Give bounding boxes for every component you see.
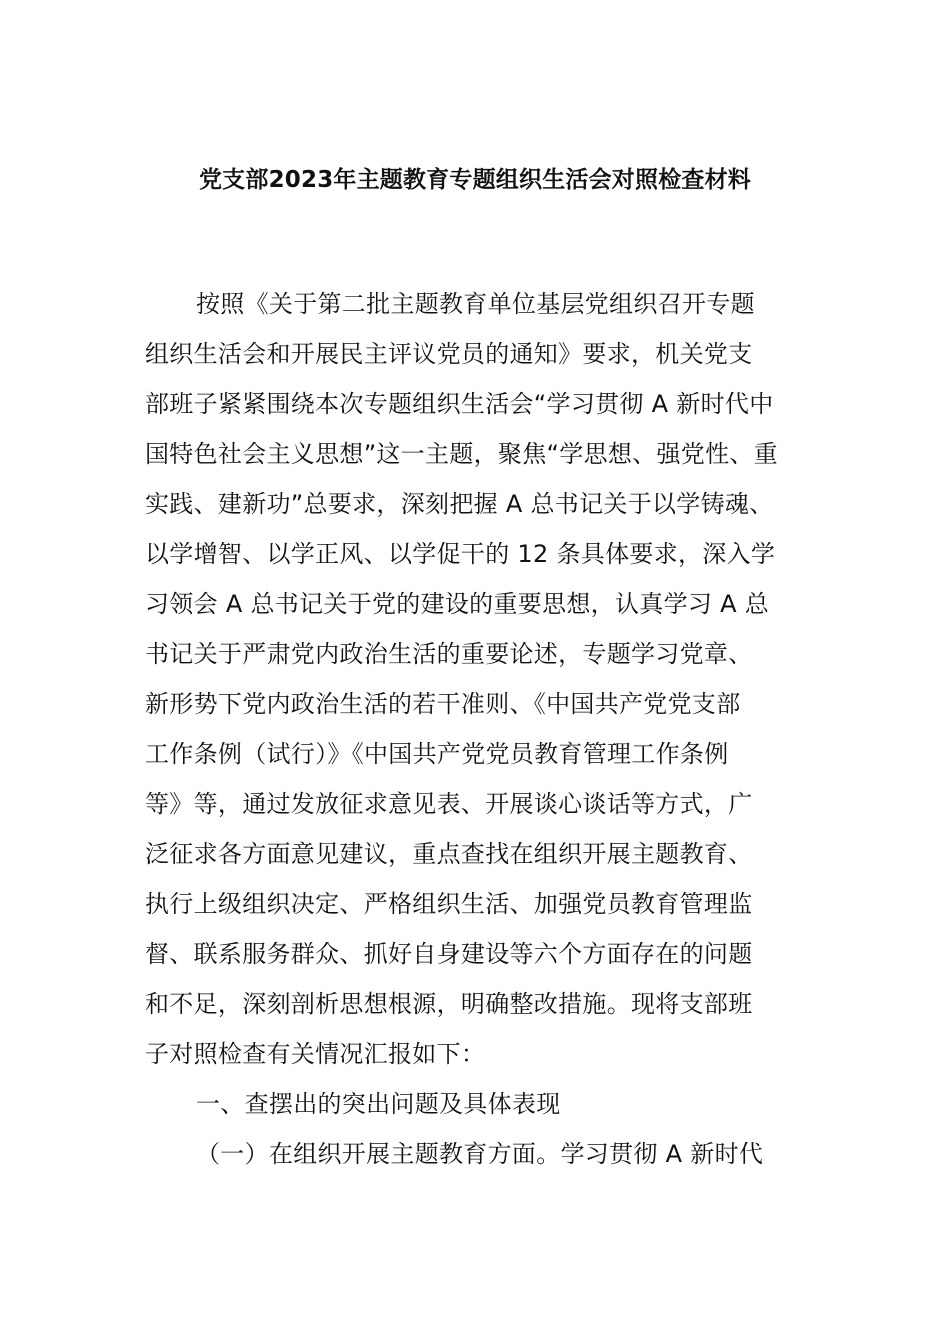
body-line-13: 执行上级组织决定、严格组织生活、加强党员教育管理监 [145, 890, 753, 918]
body-line-11: 等》等，通过发放征求意见表、开展谈心谈话等方式，广 [145, 790, 753, 818]
body-line-10: 工作条例（试行）》《中国共产党党员教育管理工作条例 [145, 740, 729, 768]
body-line-8: 书记关于严肃党内政治生活的重要论述，专题学习党章、 [145, 640, 753, 668]
section-heading: 一、查摆出的突出问题及具体表现 [196, 1090, 561, 1118]
subsection-heading: （一）在组织开展主题教育方面。学习贯彻 A 新时代 [196, 1140, 764, 1168]
body-line-7: 习领会 A 总书记关于党的建设的重要思想，认真学习 A 总 [145, 590, 770, 618]
body-line-1: 按照《关于第二批主题教育单位基层党组织召开专题 [196, 290, 755, 318]
document-title: 党支部2023年主题教育专题组织生活会对照检查材料 [198, 167, 751, 193]
body-line-4: 国特色社会主义思想”这一主题，聚焦“学思想、强党性、重 [145, 440, 778, 468]
body-line-6: 以学增智、以学正风、以学促干的 12 条具体要求，深入学 [145, 540, 776, 568]
body-line-9: 新形势下党内政治生活的若干准则、《中国共产党党支部 [145, 690, 741, 718]
body-line-5: 实践、建新功”总要求，深刻把握 A 总书记关于以学铸魂、 [145, 490, 774, 518]
body-line-3: 部班子紧紧围绕本次专题组织生活会“学习贯彻 A 新时代中 [145, 390, 774, 418]
body-line-16: 子对照检查有关情况汇报如下： [145, 1040, 486, 1068]
body-line-15: 和不足，深刻剖析思想根源，明确整改措施。现将支部班 [145, 990, 753, 1018]
body-line-14: 督、联系服务群众、抓好自身建设等六个方面存在的问题 [145, 940, 753, 968]
body-line-2: 组织生活会和开展民主评议党员的通知》要求，机关党支 [145, 340, 753, 368]
body-line-12: 泛征求各方面意见建议，重点查找在组织开展主题教育、 [145, 840, 753, 868]
